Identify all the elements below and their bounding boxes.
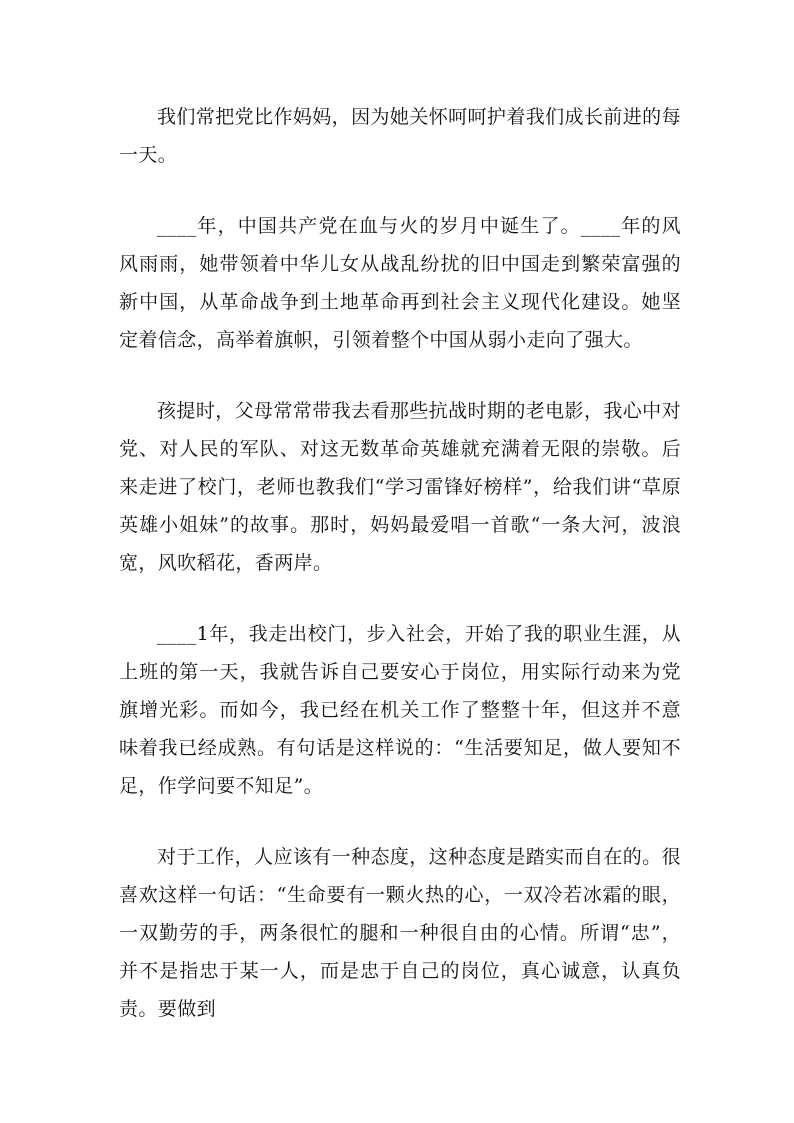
paragraph-4: ____1年，我走出校门，步入社会，开始了我的职业生涯，从上班的第一天，我就告诉自己要安心于岗位，用实际行动来为党旗增光彩。而如今，我已经在机关工作了整整十年，但这并不意味着我已经成熟。有句话是这样说的：“生活要知足，做人要知不足，作学问要不知足”。 [119, 623, 681, 797]
paragraph-5: 对于工作，人应该有一种态度，这种态度是踏实而自在的。很喜欢这样一句话：“生命要有一颗火热的心，一双冷若冰霜的眼，一双勤劳的手，两条很忙的腿和一种很自由的心情。所谓“忠”，并不是指忠于某一人，而是忠于自己的岗位，真心诚意，认真负责。要做到 [119, 846, 681, 1020]
paragraph-3: 孩提时，父母常常带我去看那些抗战时期的老电影，我心中对党、对人民的军队、对这无数革命英雄就充满着无限的崇敬。后来走进了校门，老师也教我们“学习雷锋好榜样”，给我们讲“草原英雄小姐妹”的故事。那时，妈妈最爱唱一首歌“一条大河，波浪宽，风吹稻花，香两岸。 [119, 400, 681, 574]
paragraph-1: 我们常把党比作妈妈，因为她关怀呵呵护着我们成长前进的每一天。 [119, 106, 681, 166]
paragraph-2: ____年，中国共产党在血与火的岁月中诞生了。____年的风风雨雨，她带领着中华儿女从战乱纷扰的旧中国走到繁荣富强的新中国，从革命战争到土地革命再到社会主义现代化建设。她坚定着信念，高举着旗帜，引领着整个中国从弱小走向了强大。 [119, 215, 681, 351]
document-body [119, 98, 681, 1061]
